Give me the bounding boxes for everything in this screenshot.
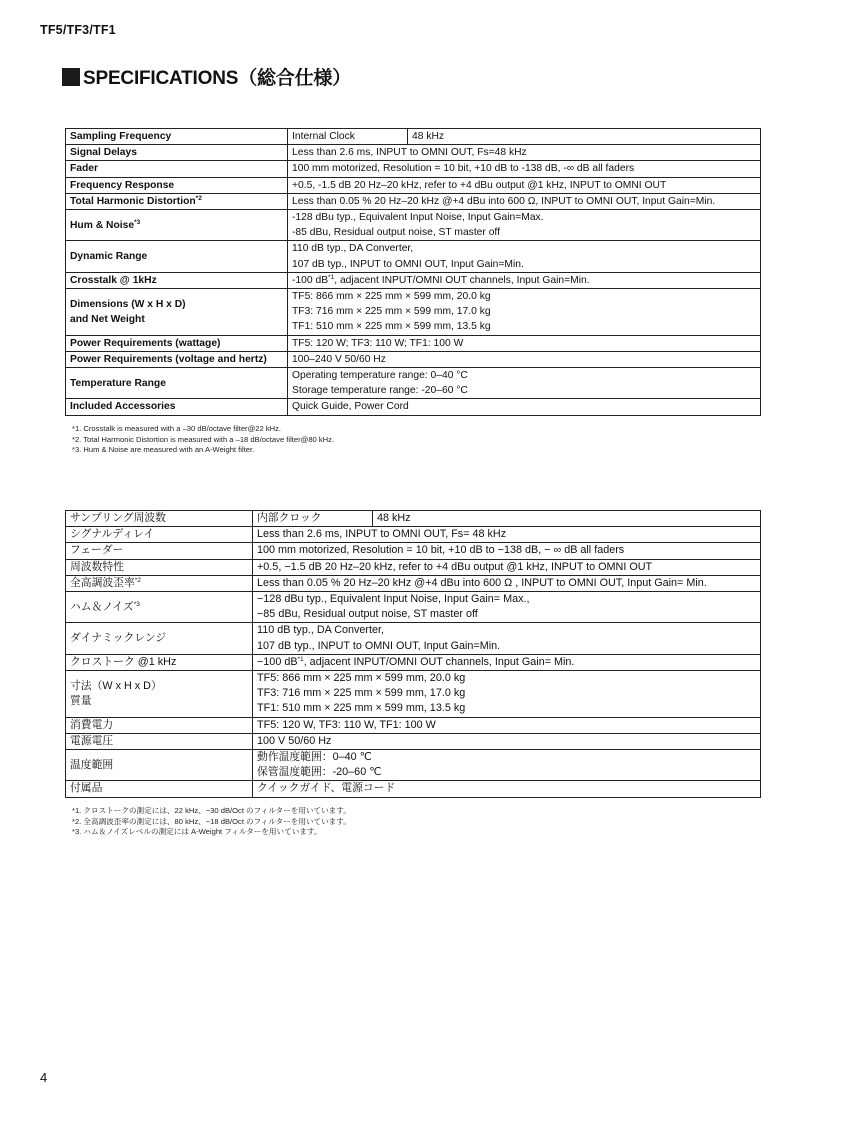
section-heading <box>62 63 351 90</box>
table-row <box>66 129 761 145</box>
spec-value <box>253 623 761 654</box>
footnote: *3. Hum & Noise are measured with an A-Weight filter. <box>72 445 255 454</box>
spec-value-text: 100 mm motorized, Resolution = 10 bit, +10 dB to −138 dB, − ∞ dB all faders <box>257 544 625 557</box>
spec-value <box>253 733 761 749</box>
spec-label <box>66 543 253 559</box>
spec-value-text: TF5: 120 W, TF3: 110 W, TF1: 100 W <box>257 718 436 731</box>
table-row <box>66 750 761 781</box>
spec-label-text: Frequency Response <box>70 179 175 191</box>
spec-label <box>66 623 253 654</box>
spec-value-line: TF5: 866 mm × 225 mm × 599 mm, 20.0 kg <box>257 672 466 685</box>
table-row <box>66 241 761 272</box>
spec-label <box>66 177 288 193</box>
spec-label <box>66 161 288 177</box>
spec-label-text: Included Accessories <box>70 401 176 413</box>
spec-label-text: サンプリング周波数 <box>70 512 166 524</box>
spec-label <box>66 210 288 241</box>
spec-value <box>253 527 761 543</box>
spec-label-text: 付属品 <box>70 782 103 795</box>
spec-label-text: クロストーク @1 kHz <box>70 655 177 668</box>
spec-label <box>66 241 288 272</box>
spec-value <box>288 161 761 177</box>
table-row <box>66 335 761 351</box>
spec-label <box>66 193 288 209</box>
spec-label <box>66 511 253 527</box>
footnote-ref: *1 <box>297 655 304 663</box>
spec-label-line: 質量 <box>70 694 92 707</box>
model-name: TF5/TF3/TF1 <box>40 23 116 37</box>
spec-label-text: ハム＆ノイズ <box>70 600 134 613</box>
spec-label-text: Signal Delays <box>70 147 137 159</box>
spec-value-line: Operating temperature range: 0–40 °C <box>292 370 468 382</box>
spec-label <box>66 671 253 718</box>
table-row <box>66 623 761 654</box>
spec-value <box>253 671 761 718</box>
spec-label-text: 消費電力 <box>70 718 114 731</box>
spec-value: 内部クロック <box>253 511 373 527</box>
spec-value-text: +0.5, -1.5 dB 20 Hz–20 kHz, refer to +4 dBu output @1 kHz, INPUT to OMNI OUT <box>292 179 667 191</box>
spec-value <box>288 145 761 161</box>
table-row <box>66 145 761 161</box>
spec-value-text: 100 V 50/60 Hz <box>257 734 332 747</box>
spec-value <box>288 289 761 336</box>
japanese-spec-table <box>65 510 761 798</box>
table-row <box>66 733 761 749</box>
spec-label-text: Hum & Noise <box>70 219 135 231</box>
table-row <box>66 543 761 559</box>
spec-value-line: TF5: 866 mm × 225 mm × 599 mm, 20.0 kg <box>292 291 491 303</box>
spec-label-text: Power Requirements (wattage) <box>70 337 221 349</box>
spec-label-line: and Net Weight <box>70 313 145 325</box>
spec-label-text: 全高調波歪率 <box>70 576 135 589</box>
spec-value-prefix: -100 dB <box>292 274 329 286</box>
english-footnotes <box>72 424 334 456</box>
table-row <box>66 781 761 797</box>
spec-label-text: Temperature Range <box>70 377 166 389</box>
spec-label <box>66 145 288 161</box>
spec-label-text: ダイナミックレンジ <box>70 632 167 645</box>
spec-label <box>66 733 253 749</box>
table-row <box>66 527 761 543</box>
spec-label <box>66 527 253 543</box>
spec-value <box>288 351 761 367</box>
spec-value-text: +0.5, −1.5 dB 20 Hz–20 kHz, refer to +4 dBu output @1 kHz, INPUT to OMNI OUT <box>257 560 653 573</box>
spec-label-text: Fader <box>70 163 99 175</box>
footnote: *1. クロストークの測定には、22 kHz、−30 dB/Oct のフィルターを用いています。 <box>72 806 351 815</box>
page-number: 4 <box>40 1070 48 1085</box>
spec-value <box>288 210 761 241</box>
spec-value <box>288 335 761 351</box>
english-spec-table <box>65 128 761 416</box>
spec-value-line: 保管温度範囲：-20–60 ℃ <box>257 766 382 779</box>
page-title: SPECIFICATIONS（総合仕様） <box>83 68 351 89</box>
spec-value-text: Quick Guide, Power Cord <box>292 401 409 413</box>
spec-value <box>288 368 761 399</box>
spec-value-line: -128 dBu typ., Equivalent Input Noise, Input Gain=Max. <box>292 212 544 224</box>
spec-value-text: , adjacent INPUT/OMNI OUT channels, Input Gain= Min. <box>303 655 575 668</box>
spec-value-text: Less than 0.05 % 20 Hz–20 kHz @+4 dBu into 600 Ω, INPUT to OMNI OUT, Input Gain=Min. <box>292 195 716 207</box>
spec-value-line: TF3: 716 mm × 225 mm × 599 mm, 17.0 kg <box>257 687 466 700</box>
table-row <box>66 368 761 399</box>
table-row <box>66 575 761 591</box>
spec-label <box>66 272 288 288</box>
spec-value <box>253 781 761 797</box>
footnote: *1. Crosstalk is measured with a –30 dB/octave filter@22 kHz. <box>72 424 282 433</box>
spec-value-line: Storage temperature range: -20–60 °C <box>292 385 468 397</box>
table-row <box>66 559 761 575</box>
table-row <box>66 161 761 177</box>
spec-label <box>66 750 253 781</box>
spec-value <box>253 750 761 781</box>
spec-value-text: Less than 2.6 ms, INPUT to OMNI OUT, Fs=48 kHz <box>292 147 527 159</box>
spec-label-text: Power Requirements (voltage and hertz) <box>70 353 267 365</box>
spec-value-text: , adjacent INPUT/OMNI OUT channels, Input Gain=Min. <box>334 274 590 286</box>
spec-value-line: 動作温度範囲：0–40 ℃ <box>257 751 372 764</box>
table-row <box>66 671 761 718</box>
spec-value-line: TF1: 510 mm × 225 mm × 599 mm, 13.5 kg <box>257 702 466 715</box>
spec-value <box>253 592 761 623</box>
spec-value-text: Less than 2.6 ms, INPUT to OMNI OUT, Fs= 48 kHz <box>257 528 507 541</box>
spec-label <box>66 654 253 670</box>
spec-value-text: TF5: 120 W; TF3: 110 W; TF1: 100 W <box>292 337 464 349</box>
spec-value-text: 100–240 V 50/60 Hz <box>292 353 386 365</box>
spec-value <box>253 543 761 559</box>
spec-value-line: TF1: 510 mm × 225 mm × 599 mm, 13.5 kg <box>292 321 491 333</box>
spec-label-text: Total Harmonic Distortion <box>70 195 196 207</box>
table-row <box>66 177 761 193</box>
spec-value-secondary: 48 kHz <box>408 129 761 145</box>
spec-value: Internal Clock <box>288 129 408 145</box>
spec-label <box>66 575 253 591</box>
spec-label <box>66 335 288 351</box>
spec-value-line: 107 dB typ., INPUT to OMNI OUT, Input Gain=Min. <box>257 639 501 652</box>
footnote: *2. Total Harmonic Distortion is measured with a –18 dB/octave filter@80 kHz. <box>72 434 335 444</box>
table-row <box>66 654 761 670</box>
table-row <box>66 399 761 415</box>
spec-value-secondary: 48 kHz <box>373 511 761 527</box>
spec-label-text: Sampling Frequency <box>70 131 172 142</box>
table-row <box>66 193 761 209</box>
spec-label <box>66 717 253 733</box>
footnote-ref: *2 <box>134 576 141 584</box>
spec-label-text: Crosstalk @ 1kHz <box>70 274 157 286</box>
table-row <box>66 351 761 367</box>
table-row <box>66 210 761 241</box>
spec-value-line: 110 dB typ., DA Converter, <box>292 243 414 255</box>
spec-value <box>288 193 761 209</box>
spec-value-line: -85 dBu, Residual output noise, ST master off <box>292 227 500 239</box>
spec-value-prefix: −100 dB <box>257 655 298 668</box>
spec-value-text: Less than 0.05 % 20 Hz–20 kHz @+4 dBu into 600 Ω , INPUT to OMNI OUT, Input Gain= Min. <box>257 576 707 589</box>
spec-label-line: 寸法（W x H x D） <box>70 679 162 692</box>
spec-label-text: 周波数特性 <box>70 560 124 573</box>
spec-label-line: Dimensions (W x H x D) <box>70 298 186 310</box>
spec-label <box>66 559 253 575</box>
spec-value <box>288 177 761 193</box>
spec-value-text: 100 mm motorized, Resolution = 10 bit, +10 dB to -138 dB, -∞ dB all faders <box>292 163 635 175</box>
table-row <box>66 592 761 623</box>
spec-label <box>66 351 288 367</box>
footnote: *3. ハム＆ノイズレベルの測定には A-Weight フィルターを用いています。 <box>72 827 322 836</box>
spec-label <box>66 129 288 145</box>
table-row <box>66 289 761 336</box>
spec-value <box>253 575 761 591</box>
spec-value <box>253 559 761 575</box>
spec-value-line: TF3: 716 mm × 225 mm × 599 mm, 17.0 kg <box>292 306 491 318</box>
spec-label <box>66 781 253 797</box>
spec-value-line: 110 dB typ., DA Converter, <box>257 624 385 637</box>
spec-value-line: 107 dB typ., INPUT to OMNI OUT, Input Gain=Min. <box>292 258 524 270</box>
spec-value <box>288 399 761 415</box>
spec-label-text: シグナルディレイ <box>70 528 155 541</box>
spec-value <box>288 241 761 272</box>
table-row <box>66 511 761 527</box>
spec-label <box>66 399 288 415</box>
spec-value <box>253 654 761 670</box>
spec-label-text: Dynamic Range <box>70 251 148 263</box>
footnote: *2. 全高調波歪率の測定には、80 kHz、−18 dB/Oct のフィルターを用いています。 <box>72 816 351 826</box>
spec-label-text: 温度範囲 <box>70 758 114 771</box>
footnote-ref: *3 <box>133 600 140 608</box>
spec-value <box>253 717 761 733</box>
footnote-ref: *1 <box>328 273 335 281</box>
japanese-footnotes <box>72 806 351 838</box>
spec-value-line: −85 dBu, Residual output noise, ST master off <box>257 608 478 621</box>
spec-label-text: 電源電圧 <box>70 734 114 747</box>
footnote-ref: *3 <box>134 218 141 226</box>
spec-label-text: フェーダー <box>70 544 124 557</box>
table-row <box>66 272 761 288</box>
spec-value-line: −128 dBu typ., Equivalent Input Noise, Input Gain= Max., <box>257 593 530 606</box>
spec-label <box>66 592 253 623</box>
table-row <box>66 717 761 733</box>
footnote-ref: *2 <box>195 194 202 202</box>
spec-label <box>66 368 288 399</box>
spec-label <box>66 289 288 336</box>
spec-value <box>288 272 761 288</box>
heading-square-icon <box>62 68 80 86</box>
spec-value-text: クイックガイド、電源コード <box>257 782 396 795</box>
